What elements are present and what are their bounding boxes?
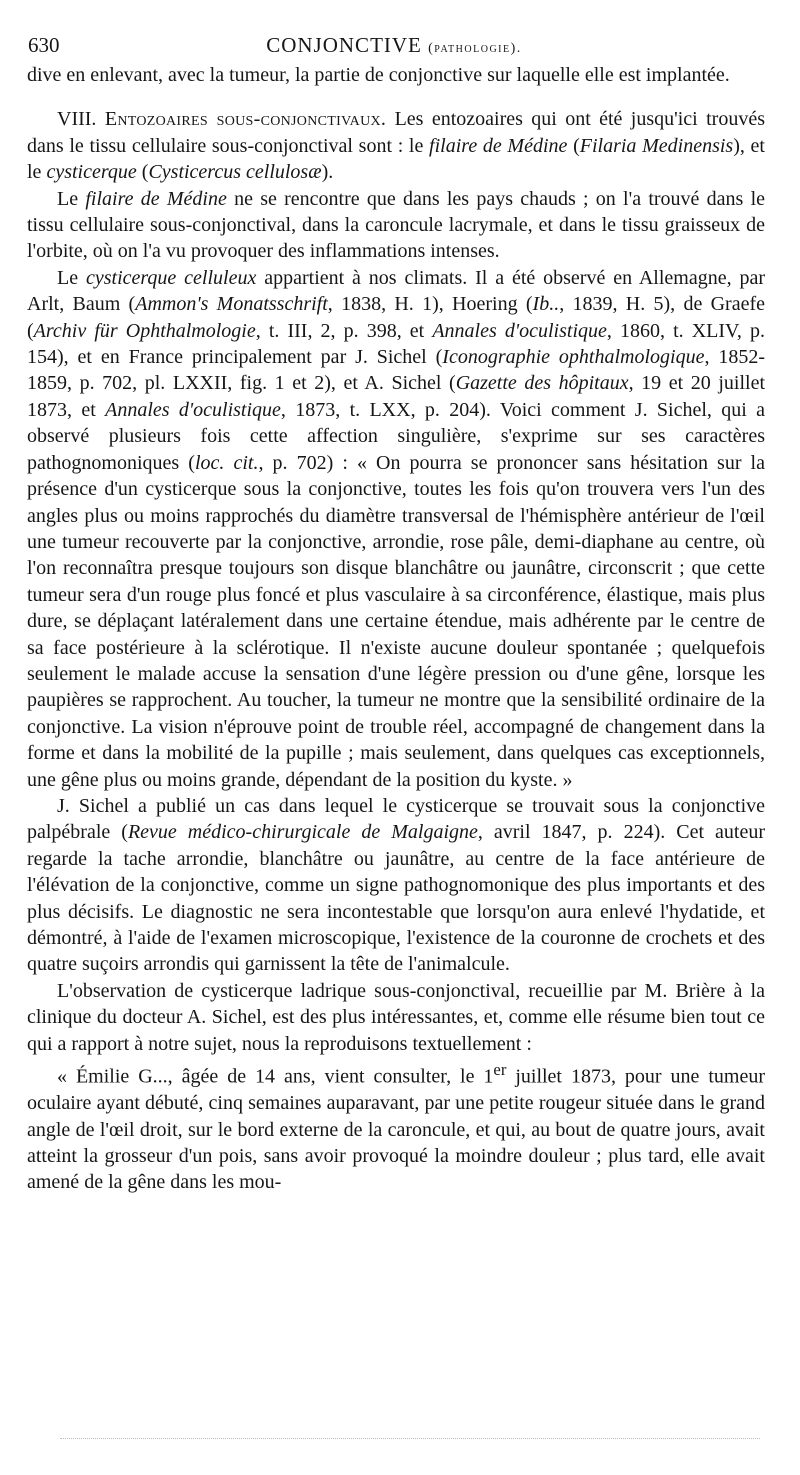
italic-citation: Archiv für Ophthalmologie [33, 319, 256, 342]
italic-citation: Iconographie ophthalmologique [442, 346, 705, 369]
paragraph-sichel-case: J. Sichel a publié un cas dans lequel le cysticerque se trouvait sous la conjonctive palpébrale (Revue médico-chirurgicale de Malgaigne, avril 1847, p. 224). Cet auteur regarde la tache arrondie, blanchâtre ou jaunâtre, au centre de la face antérieure de l'élévation de la conjonctive, comme un signe pathognomonique des plus importants et des plus décisifs. Le diagnostic ne sera incontestable que lorsqu'on aura enlevé l'hydatide, et démontré, à l'aide de l'examen microscopique, l'existence de la couronne de crochets et des quatre suçoirs arrondis qui garnissent la tête de l'animalcule. [27, 794, 765, 976]
italic-term: filaire de Médine [429, 134, 568, 157]
italic-term: filaire de Médine [85, 187, 227, 210]
paragraph-continuation: dive en enlevant, avec la tumeur, la partie de conjonctive sur laquelle elle est implantée. [27, 64, 730, 86]
italic-citation: Revue médico-chirurgicale de Malgaigne [127, 821, 478, 844]
italic-term: cysticerque celluleux [85, 266, 257, 289]
italic-citation: Annales d'oculistique [105, 398, 281, 421]
italic-citation: Ib.. [532, 293, 560, 316]
italic-citation: Ammon's Monatsschrift [135, 293, 328, 316]
paragraph-filaire: Le filaire de Médine ne se rencontre que dans les pays chauds ; on l'a trouvé dans le tissu cellulaire sous-conjonctival, dans la caroncule lacrymale, et dans le tissu graisseux de l'orbite, où on l'a vu provoquer des inflammations intenses. [27, 187, 766, 263]
italic-citation: Gazette des hôpitaux [455, 372, 629, 395]
page-body [27, 62, 765, 1196]
paragraph-observation: L'observation de cysticerque ladrique sous-conjonctival, recueillie par M. Brière à la clinique du docteur A. Sichel, est des plus intéressantes, et, comme elle résume bien tout ce qui a rapport à notre sujet, nous la reproduisons textuellement : [27, 979, 765, 1055]
italic-citation: loc. cit. [194, 451, 259, 474]
running-header [28, 30, 760, 60]
bleed-through-line [60, 1438, 760, 1441]
italic-term: Cysticercus cellulosæ [148, 161, 322, 184]
italic-term: cysticerque [46, 161, 137, 184]
header-subtitle: (pathologie). [428, 41, 522, 56]
paragraph-case-quote: « Émilie G..., âgée de 14 ans, vient consulter, le 1er juillet 1873, pour une tumeur oculaire ayant débuté, cinq semaines auparavant, par une petite rougeur située dans le grand angle de l'œil droit, sur le bord externe de la caroncule, et qui, au bout de quatre jours, avait atteint la grosseur d'un pois, sans avoir provoqué la moindre douleur ; plus tard, elle avait amené de la gêne dans les mou- [27, 1060, 765, 1194]
italic-citation: Annales d'oculistique [432, 319, 607, 342]
paragraph-cysticerque: Le cysticerque celluleux appartient à nos climats. Il a été observé en Allemagne, par Arlt, Baum (Ammon's Monatsschrift, 1838, H. 1), Hoering (Ib.., 1839, H. 5), de Graefe (Archiv für Ophthalmologie, t. III, 2, p. 398, et Annales d'oculistique, 1860, t. XLIV, p. 154), et en France principalement par J. Sichel (Iconographie ophthalmologique, 1852-1859, p. 702, pl. LXXII, fig. 1 et 2), et A. Sichel (Gazette des hôpitaux, 19 et 20 juillet 1873, et Annales d'oculistique, 1873, t. LXX, p. 204). Voici comment J. Sichel, qui a observé plusieurs fois cette affection singulière, s'exprime sur ses caractères pathognomoniques (loc. cit., p. 702) : « On pourra se prononcer sans hésitation sur la présence d'un cysticerque sous la conjonctive, toutes les fois qu'on trouvera vers l'un des angles plus ou moins rapprochés du diamètre transversal de l'hémisphère antérieur de l'œil une tumeur recouverte par la conjonctive, arrondie, rose pâle, demi-diaphane au centre, où l'on reconnaîtra presque toujours son disque blanchâtre ou jaunâtre, circonscrit ; que cette tumeur sera d'un rouge plus foncé et plus vasculaire à sa circonférence, élastique, mais plus dure, se déplaçant latéralement dans une certaine étendue, mais adhérente par le centre de sa face postérieure à la sclérotique. Il n'existe aucune douleur spontanée ; quelquefois seulement le malade accuse la sensation d'une légère pression ou d'une gêne, lorsque les paupières se rapprochent. Au toucher, la tumeur ne montre que la sensibilité ordinaire de la conjonctive. La vision n'éprouve point de trouble réel, accompagné de changement dans la forme et dans la mobilité de la pupille ; mais seulement, dans quelques cas exceptionnels, une gêne plus ou moins grande, dépendant de la position du kyste. » [27, 266, 766, 791]
section-heading: Entozoaires sous-conjonctivaux. [104, 108, 387, 131]
section-number: VIII. [57, 108, 97, 131]
page-number: 630 [28, 33, 60, 57]
paragraph-section-viii: VIII. Entozoaires sous-conjonctivaux. Les entozoaires qui ont été jusqu'ici trouvés dans le tissu cellulaire sous-conjonctival sont : le filaire de Médine (Filaria Medinensis), et le cysticerque (Cysticercus cellulosæ). [27, 108, 765, 184]
italic-term: Filaria Medinensis [579, 134, 734, 157]
header-title: CONJONCTIVE [266, 33, 422, 57]
running-title [28, 30, 760, 64]
superscript: er [493, 1060, 507, 1080]
